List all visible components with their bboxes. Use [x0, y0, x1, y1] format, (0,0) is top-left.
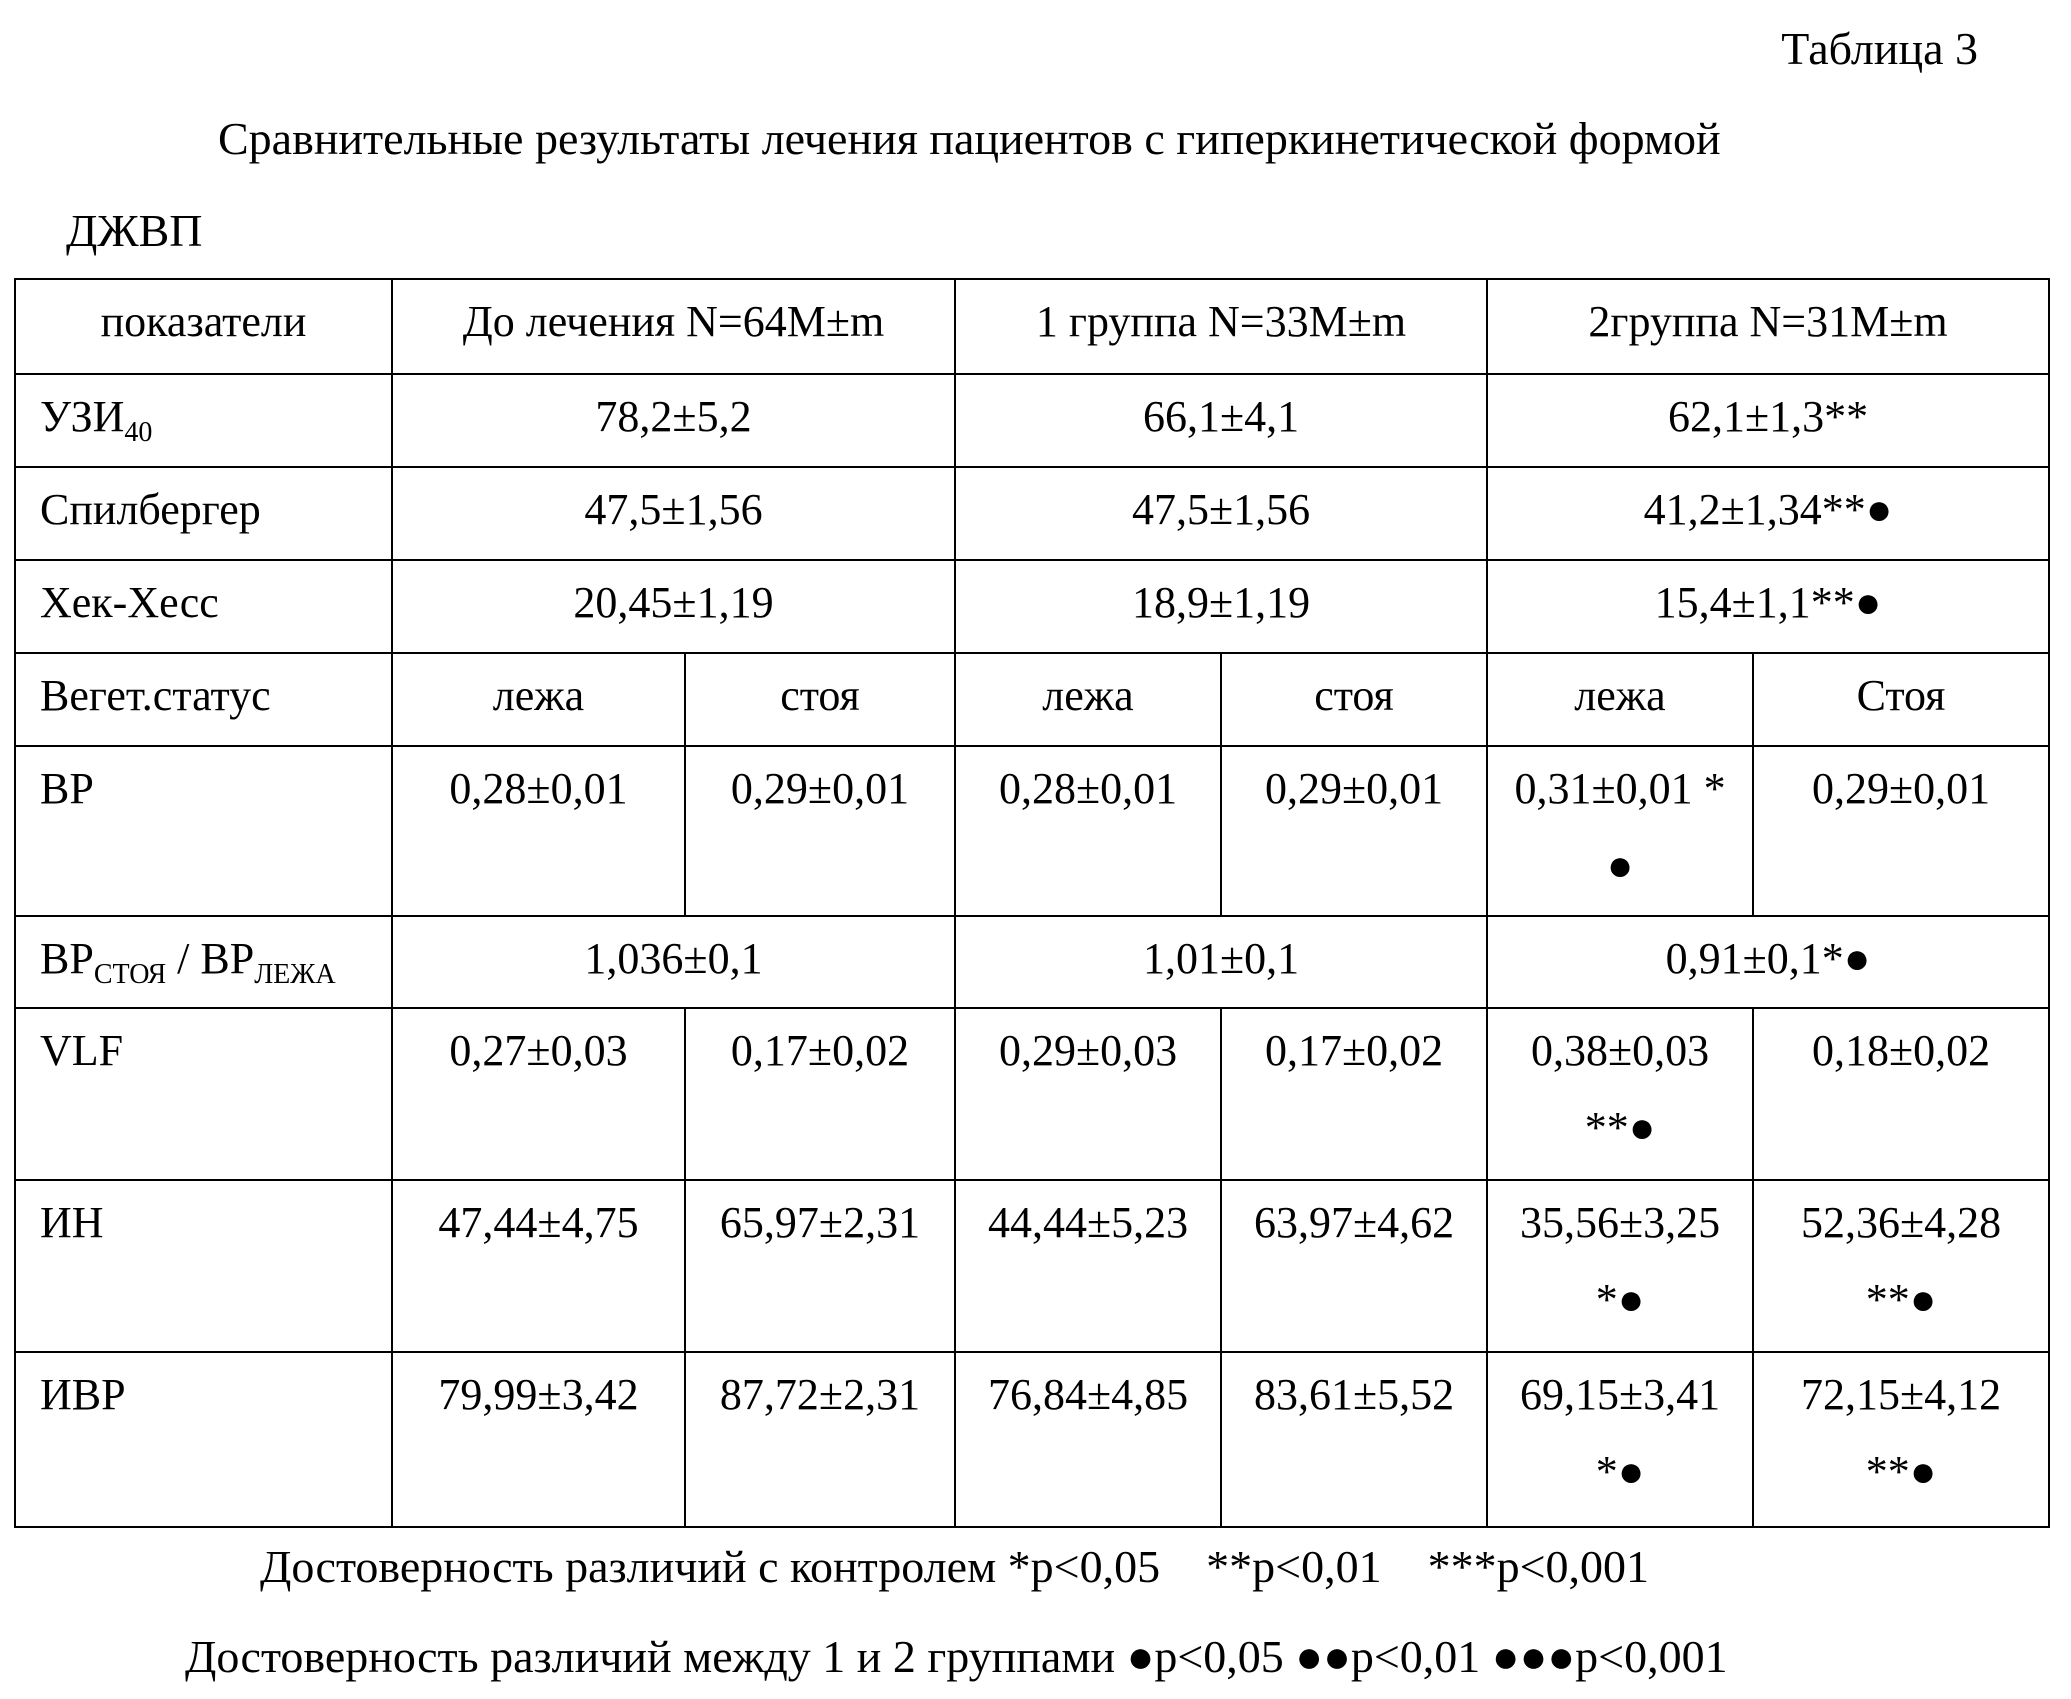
column-header-before-treatment: До лечения N=64M±m — [392, 279, 955, 374]
value: 0,38±0,03 — [1530, 1026, 1710, 1075]
cell-uzi-group2: 62,1±1,3** — [1487, 374, 2049, 467]
cell-hek-group1: 18,9±1,19 — [955, 560, 1487, 653]
cell-hek-group2: 15,4±1,1**● — [1487, 560, 2049, 653]
table-row-hek-hess — [15, 560, 2049, 653]
cell-ivr-before-standing: 87,72±2,31 — [685, 1352, 955, 1527]
cell-vr-ratio-group2: 0,91±0,1*● — [1487, 916, 2049, 1008]
cell-vr-ratio-before: 1,036±0,1 — [392, 916, 955, 1008]
table-number: Таблица 3 — [1781, 23, 1978, 74]
footnote-control-significance: Достоверность различий с контролем *p<0,05 **p<0,01 ***p<0,001 — [260, 1541, 1650, 1592]
cell-vlf-group1-standing: 0,17±0,02 — [1221, 1008, 1487, 1180]
cell-in-group2-lying — [1487, 1180, 1753, 1352]
cell-hek-before: 20,45±1,19 — [392, 560, 955, 653]
vr-ratio-sub-b: ЛЕЖА — [254, 959, 336, 990]
value: 0,31±0,01 * — [1514, 764, 1726, 813]
significance-mark: *● — [1595, 1274, 1645, 1324]
cell-in-before-lying: 47,44±4,75 — [392, 1180, 685, 1352]
cell-ivr-group1-lying: 76,84±4,85 — [955, 1352, 1221, 1527]
cell-vr-ratio-group1: 1,01±0,1 — [955, 916, 1487, 1008]
vr-ratio-sub-a: СТОЯ — [93, 959, 167, 990]
uzi-label: УЗИ — [40, 392, 125, 441]
table-title: Сравнительные результаты лечения пациентов с гиперкинетической формой — [218, 113, 1721, 164]
vr-ratio-label-b: ВР — [200, 934, 255, 983]
subheader-group2-lying: лежа — [1487, 653, 1753, 746]
subheader-group2-standing: Стоя — [1753, 653, 2049, 746]
significance-mark: **● — [1584, 1102, 1656, 1152]
cell-vlf-group2-standing: 0,18±0,02 — [1753, 1008, 2049, 1180]
table-row-vr-ratio — [15, 916, 2049, 1008]
row-label-vlf: VLF — [15, 1008, 392, 1180]
value: 72,15±4,12 — [1800, 1370, 2002, 1419]
subheader-group1-standing: стоя — [1221, 653, 1487, 746]
cell-uzi-before: 78,2±5,2 — [392, 374, 955, 467]
significance-mark: **● — [1865, 1446, 1937, 1496]
row-label-ivr: ИВР — [15, 1352, 392, 1527]
footnote-group-significance: Достоверность различий между 1 и 2 группами ●p<0,05 ●●p<0,01 ●●●p<0,001 — [185, 1631, 1728, 1682]
vr-ratio-sep: / — [166, 934, 201, 983]
row-label-vr: ВР — [15, 746, 392, 916]
cell-ivr-group2-lying — [1487, 1352, 1753, 1527]
header-row — [15, 279, 2049, 374]
significance-mark: ● — [1606, 840, 1634, 890]
column-header-indicators: показатели — [15, 279, 392, 374]
table-row-veget-status — [15, 653, 2049, 746]
row-label-uzi — [15, 374, 392, 467]
row-label-vr-ratio — [15, 916, 392, 1008]
cell-spilberger-before: 47,5±1,56 — [392, 467, 955, 560]
row-label-spilberger: Спилбергер — [15, 467, 392, 560]
value: 35,56±3,25 — [1519, 1198, 1721, 1247]
cell-uzi-group1: 66,1±4,1 — [955, 374, 1487, 467]
significance-mark: *● — [1595, 1446, 1645, 1496]
cell-spilberger-group2: 41,2±1,34**● — [1487, 467, 2049, 560]
cell-vr-group1-standing: 0,29±0,01 — [1221, 746, 1487, 916]
subheader-before-lying: лежа — [392, 653, 685, 746]
cell-in-group1-lying: 44,44±5,23 — [955, 1180, 1221, 1352]
vr-ratio-label-a: ВР — [40, 934, 94, 983]
cell-vr-before-standing: 0,29±0,01 — [685, 746, 955, 916]
row-label-in: ИН — [15, 1180, 392, 1352]
cell-ivr-group2-standing — [1753, 1352, 2049, 1527]
table-row-ivr — [15, 1352, 2049, 1527]
table-row-spilberger — [15, 467, 2049, 560]
cell-ivr-before-lying: 79,99±3,42 — [392, 1352, 685, 1527]
column-header-group-1: 1 группа N=33M±m — [955, 279, 1487, 374]
table-row-in — [15, 1180, 2049, 1352]
table-title-continuation: ДЖВП — [66, 205, 203, 256]
cell-ivr-group1-standing: 83,61±5,52 — [1221, 1352, 1487, 1527]
uzi-subscript: 40 — [124, 417, 153, 448]
subheader-group1-lying: лежа — [955, 653, 1221, 746]
cell-vr-before-lying: 0,28±0,01 — [392, 746, 685, 916]
cell-in-group2-standing — [1753, 1180, 2049, 1352]
table-row-uzi — [15, 374, 2049, 467]
cell-spilberger-group1: 47,5±1,56 — [955, 467, 1487, 560]
table-row-vr — [15, 746, 2049, 916]
cell-vlf-group2-lying — [1487, 1008, 1753, 1180]
cell-vlf-before-standing: 0,17±0,02 — [685, 1008, 955, 1180]
table-row-vlf — [15, 1008, 2049, 1180]
cell-vlf-before-lying: 0,27±0,03 — [392, 1008, 685, 1180]
cell-in-group1-standing: 63,97±4,62 — [1221, 1180, 1487, 1352]
row-label-hek-hess: Хек-Хесс — [15, 560, 392, 653]
row-label-veget-status: Вегет.статус — [15, 653, 392, 746]
cell-in-before-standing: 65,97±2,31 — [685, 1180, 955, 1352]
cell-vlf-group1-lying: 0,29±0,03 — [955, 1008, 1221, 1180]
subheader-before-standing: стоя — [685, 653, 955, 746]
value: 69,15±3,41 — [1519, 1370, 1721, 1419]
results-table — [14, 278, 2050, 1528]
cell-vr-group2-lying — [1487, 746, 1753, 916]
significance-mark: **● — [1865, 1274, 1937, 1324]
value: 52,36±4,28 — [1800, 1198, 2002, 1247]
column-header-group-2: 2группа N=31M±m — [1487, 279, 2049, 374]
cell-vr-group2-standing: 0,29±0,01 — [1753, 746, 2049, 916]
cell-vr-group1-lying: 0,28±0,01 — [955, 746, 1221, 916]
